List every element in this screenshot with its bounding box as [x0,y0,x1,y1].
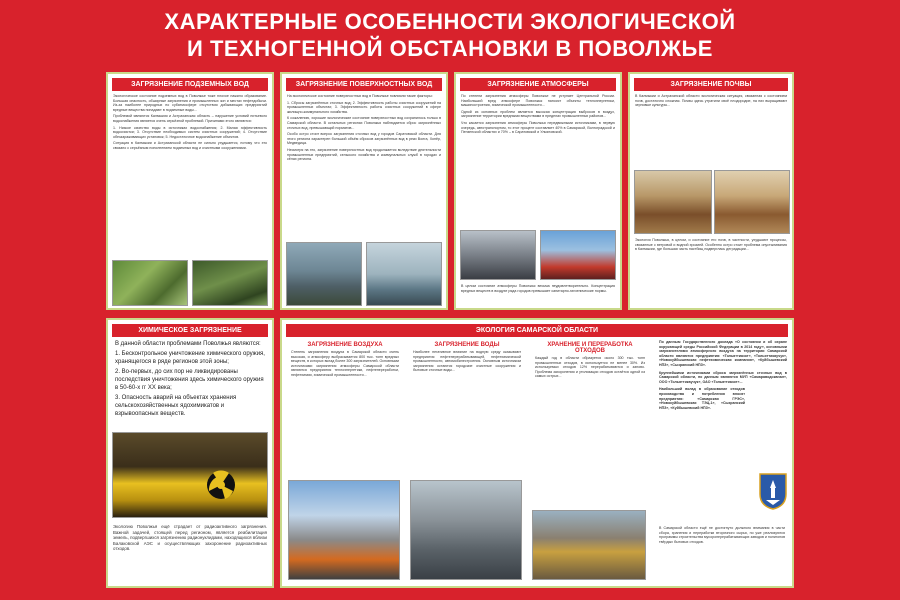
panel-header: ЗАГРЯЗНЕНИЕ АТМОСФЕРЫ [460,78,616,91]
photo-waste-dump [532,510,646,580]
section-title: ХРАНЕНИЕ И ПЕРЕРАБОТКА ОТХОДОВ [547,342,633,354]
column-water [408,340,526,586]
photo-factory-chimneys [288,480,400,580]
radiation-icon [113,433,268,518]
section-title: ЗАГРЯЗНЕНИЕ ВОДЫ [434,342,500,348]
paragraph: Особо остро стоит вопрос загрязнения сточных вод у городов Саратовской области. Для этого региона характерен большой объём сбросов загрязнённых вод в реки Волга, Хопёр, Медведица. [287,132,441,146]
poster-title [0,8,900,62]
panel-surface-water [280,72,448,310]
panel-text [630,94,792,108]
paragraph: Экологическое состояние подземных вод в Поволжье тоже плохое нажило образование. Большая опасность, обширные загрязнения и промышленных зон и местах нефтедобычи. Из-за наиболее природных по субатмосфере отсутствия добывающих предприятий вредные вещества попадают в подземные воды... [113,94,267,112]
panel-soil [628,72,794,310]
panel-text-bottom [456,284,620,295]
panel-text [282,94,446,162]
photo-cattle [714,170,790,234]
title-line-2: И ТЕХНОГЕННОЙ ОБСТАНОВКИ В ПОВОЛЖЬЕ [187,36,713,61]
samara-coat-of-arms-icon [758,472,788,510]
panel-header: ХИМИЧЕСКОЕ ЗАГРЯЗНЕНИЕ [112,324,268,337]
section-text: Крупнейшими источниками сброса загрязнённых сточных вод в Самарской области, по данным являются МУП «Самараводоканал», ООО «Тольяттикаучук», ОАО «Тольяттиазот»... [659,370,787,384]
section-text: Каждый год в области образуется около 300 тыс. тонн промышленных отходов, в используется не менее 30%. Из используемых отходов 12% перерабатываются и заново. Проблема захоронения и утилизации отходов остаётся одной из самых острых... [535,356,645,379]
paragraph: Экологию Поволжья ещё страдает от радиоактивного загрязнения. Важной задачей, стоящей перед регионом, является реабилитация земель, подвергшихся загрязнению радионуклидами, находящихся вблизи Балаковской АЭС и осуществляющих захоронение радиоактивных отходов. [113,524,267,552]
panel-text [108,340,272,418]
photo-polluted-river [410,480,522,580]
photo-industrial-smoke [540,230,616,280]
photo-traffic [460,230,536,280]
list-item: 3. Опасность аварий на объектах хранения сельскохозяйственных ядохимикатов и взрывоопасных веществ. [115,395,237,417]
panel-header: ЗАГРЯЗНЕНИЕ ПОДЗЕМНЫХ ВОД [112,78,268,91]
photo-radioactive-barrels [112,432,268,518]
paragraph: В Калмыкии и Астраханской области экологическая ситуация, связанная с состоянием почв, достаточно сложная. Почвы здесь утратили своё плодородие, на них выращивают зерновые культуры... [635,94,787,108]
paragraph: Несмотря на это, загрязнение поверхностных вод продолжается вследствие деятельности промышленных предприятий, сельского хозяйства и коммунальных служб в городах и сёлах региона. [287,147,441,162]
paragraph: В целом состояние атмосферы Поволжья весьма неудовлетворительно. Концентрация вредных веществ в воздухе ряда городов превышает санитарно-гигиенические нормы. [461,284,615,293]
paragraph: Проблемой являются Калмыкия и Астраханская область – нарушение условий питьевого водоснабжения является очень серьёзной проблемой. Причинами этого являются: [113,114,267,123]
paragraph: По степени загрязнения атмосферы Поволжье не уступает Центральной России. Наибольший вред атмосфере Поволжья наносят объекты теплоэнергетики, машиностроения, химической промышленности... [461,94,615,108]
paragraph: Одной из основных проблем является высокая концентрация выбросов в воздух, загрязнение территории вредными веществами в пределах промышленных районов... [461,109,615,119]
list-item: 1. Бесконтрольное уничтожение химического оружия, хранящегося в ряде регионов этой зоны; [115,351,265,365]
paragraph: К сожалению, хорошие экологические состояние поверхностных вод сохранилось только в Самарской области. В остальных регионах Поволжья наблюдается сброс загрязнённых сточных вод, превышающий норматив... [287,116,441,130]
column-air [286,340,404,586]
paragraph: Экология Поволжья, в целом, и состояние его почв, в частности, ухудшают процессы, связанные с ветровой и водной эрозией. Особенно остро стоит проблема опустынивания в Калмыкии, где большая часть пастбищ подверглась деградации... [635,238,787,252]
column-laws [654,340,792,586]
panel-text [456,94,620,135]
panel-header: ЗАГРЯЗНЕНИЕ ПОВЕРХНОСТНЫХ ВОД [286,78,442,91]
panel-text [108,94,272,151]
paragraph: Ситуация в Калмыкии и Астраханской области не сильно ухудшается, потому что это связано с серьёзным пополнением подземных вод и очистными сооружениями. [113,141,267,150]
list-item: 2. Во-первых, до сих пор не ликвидированы последствия уничтожения здесь химического оружия в 50-60-х гг XX века; [115,369,264,391]
panel-atmosphere [454,72,622,310]
photo-pipe-discharge [286,242,362,306]
photo-forest-stream [192,260,268,306]
photo-horses-steppe [634,170,712,234]
section-text: Наиболее негативное влияние на водную среду оказывают предприятия нефтеперерабатывающей, нефтехимической промышленности, автомобилестроения. Основным источником загрязнения остаются городские очистные сооружения и бытовые сточные воды... [413,350,521,373]
panel-header: ЭКОЛОГИЯ САМАРСКОЙ ОБЛАСТИ [286,324,788,337]
section-text: Наибольший вклад в образование отходов производства и потребления вносят предприятия: «Самарская ГРЭС», «Новокуйбышевская ТЭЦ-1», «Сызранский НПЗ», «Куйбышевский НПЗ». [659,387,745,410]
panel-text-bottom [630,238,792,254]
paragraph: На экологическое состояние поверхностных вод в Поволжье повлияли такие факторы: [287,94,433,98]
list: 1. Сбросы загрязнённых сточных вод; 2. Эффективность работы очистных сооружений на промышленных объектах; 3. Эффективность работы очистных сооружений в сфере жилищно-коммунального хозяйства. [287,100,441,114]
column-waste [530,340,650,586]
panel-ground-water [106,72,274,310]
panel-chemical [106,318,274,588]
photo-water-crane [366,242,442,306]
section-text: Степень загрязнения воздуха в Самарской области очень высокая, и атмосферу выбрасывается 800 тыс. тонн вредных веществ, в которых вклад более 300 загрязнителей. Основными источниками загрязнения атмосферы Самарской области являются предприятия теплоэнергетики, нефтепереработки, нефтехимии, химической промышленности... [291,350,399,377]
section-text: В Самарской области ещё не достигнуто должного внимания в части сбора, хранения и переработки вторичного сырья, но уже реализуются программы строительства мусороперерабатывающих заводов и полигонов твёрдых бытовых отходов. [659,526,786,544]
paragraph: В данной области проблемами Поволжья являются: [115,341,261,347]
panel-header: ЗАГРЯЗНЕНИЕ ПОЧВЫ [634,78,788,91]
section-title: ЗАГРЯЗНЕНИЕ ВОЗДУХА [307,342,383,348]
section-text: По данным Государственного доклада «О состоянии и об охране окружающей среды Российской Федерации в 2014 году», основными загрязнителями атмосферного воздуха на территории Самарской области являются предприятия: «Тольяттиазот», «Тольяттикаучук», «Новокуйбышевская нефтехимическая компания», «Куйбышевский НПЗ», «Сызранский НПЗ». [659,340,787,367]
photo-swamp [112,260,188,306]
paragraph: Что касается загрязнения атмосферы Поволжья передвижными источниками, в первую очередь, автотранспортом, то этот процент составляет 40% в Самарской, Волгоградской и Пензенской областях и 70% – в Саратовской и Ульяновской. [461,120,615,135]
panel-samara [280,318,794,588]
list: 1. Низкое качество воды в источниках водоснабжения; 2. Малая эффективность водоочистки; 3. Отсутствие необходимых систем очистных сооружений; 4. Отсутствие обеззараживающих установок; 5. Недостаточное водоснабжение объектов. [113,125,267,139]
title-line-1: ХАРАКТЕРНЫЕ ОСОБЕННОСТИ ЭКОЛОГИЧЕСКОЙ [164,9,736,34]
panel-text-bottom [108,524,272,554]
